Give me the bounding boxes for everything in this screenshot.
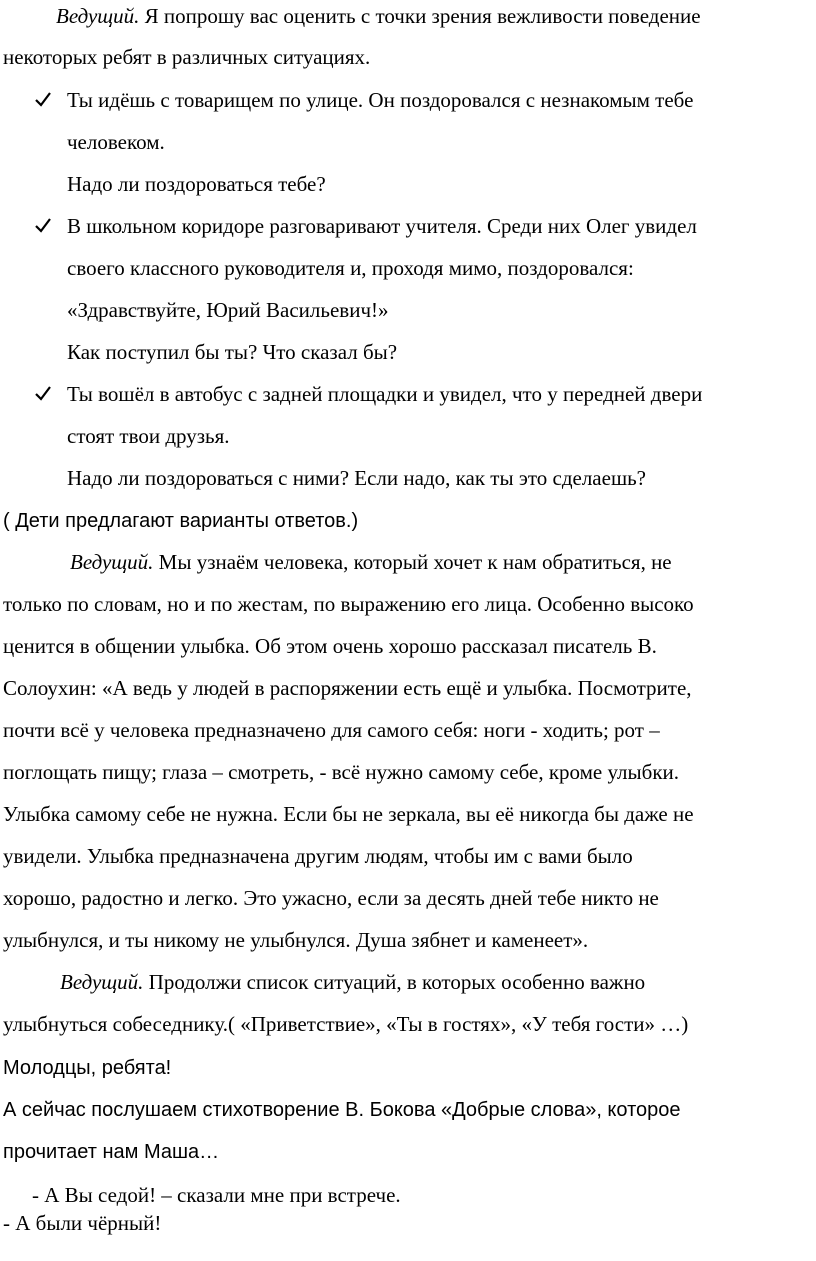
smile-line: Солоухин: «А ведь у людей в распоряжении есть ещё и улыбка. Посмотрите, <box>3 676 692 700</box>
smile-speaker: Ведущий. <box>70 550 154 574</box>
smile-line: увидели. Улыбка предназначена другим людям, чтобы им с вами было <box>3 844 633 868</box>
smile-line: ценится в общении улыбка. Об этом очень хорошо рассказал писатель В. <box>3 634 657 658</box>
situation-2-line-1: В школьном коридоре разговаривают учителя. Среди них Олег увидел <box>67 214 697 238</box>
intro-speaker: Ведущий. <box>56 4 140 28</box>
smile-line: почти всё у человека предназначено для самого себя: ноги - ходить; рот – <box>3 718 660 742</box>
smile-line-1: Ведущий. Мы узнаём человека, который хочет к нам обратиться, не <box>70 550 672 574</box>
situation-2-line-2: своего классного руководителя и, проходя мимо, поздоровался: <box>67 256 634 280</box>
situation-1-question: Надо ли поздороваться тебе? <box>67 172 326 196</box>
intro-line-1: Ведущий. Я попрошу вас оценить с точки зрения вежливости поведение <box>56 4 701 28</box>
checkmark-icon <box>34 90 52 108</box>
praise: Молодцы, ребята! <box>3 1057 172 1079</box>
situation-1-line-2: человеком. <box>67 130 165 154</box>
situation-1-line-1: Ты идёшь с товарищем по улице. Он поздоровался с незнакомым тебе <box>67 88 694 112</box>
children-note: ( Дети предлагают варианты ответов.) <box>3 510 359 532</box>
poem-line-2: - А были чёрный! <box>3 1211 162 1235</box>
checkmark-icon <box>34 384 52 402</box>
situation-3-question: Надо ли поздороваться с ними? Если надо, как ты это сделаешь? <box>67 466 647 490</box>
situation-3-line-2: стоят твои друзья. <box>67 424 230 448</box>
continue-line-2: улыбнуться собеседнику.( «Приветствие», «Ты в гостях», «У тебя гости» …) <box>3 1012 689 1036</box>
continue-line-1: Ведущий. Продолжи список ситуаций, в которых особенно важно <box>60 970 646 994</box>
smile-line: Улыбка самому себе не нужна. Если бы не зеркала, вы её никогда бы даже не <box>3 802 694 826</box>
smile-line: хорошо, радостно и легко. Это ужасно, если за десять дней тебе никто не <box>3 886 659 910</box>
checkmark-icon <box>34 216 52 234</box>
smile-line: улыбнулся, и ты никому не улыбнулся. Душа зябнет и каменеет». <box>3 928 589 952</box>
poem-intro-line-1: А сейчас послушаем стихотворение В. Бокова «Добрые слова», которое <box>3 1099 681 1121</box>
smile-line: поглощать пищу; глаза – смотреть, - всё нужно самому себе, кроме улыбки. <box>3 760 680 784</box>
situation-2-question: Как поступил бы ты? Что сказал бы? <box>67 340 398 364</box>
situation-3-line-1: Ты вошёл в автобус с задней площадки и увидел, что у передней двери <box>67 382 703 406</box>
intro-line-2: некоторых ребят в различных ситуациях. <box>3 45 371 69</box>
smile-line: только по словам, но и по жестам, по выражению его лица. Особенно высоко <box>3 592 694 616</box>
situation-2-line-3: «Здравствуйте, Юрий Васильевич!» <box>67 298 389 322</box>
poem-intro-line-2: прочитает нам Маша… <box>3 1141 220 1163</box>
continue-speaker: Ведущий. <box>60 970 144 994</box>
poem-line-1: - А Вы седой! – сказали мне при встрече. <box>32 1183 401 1207</box>
